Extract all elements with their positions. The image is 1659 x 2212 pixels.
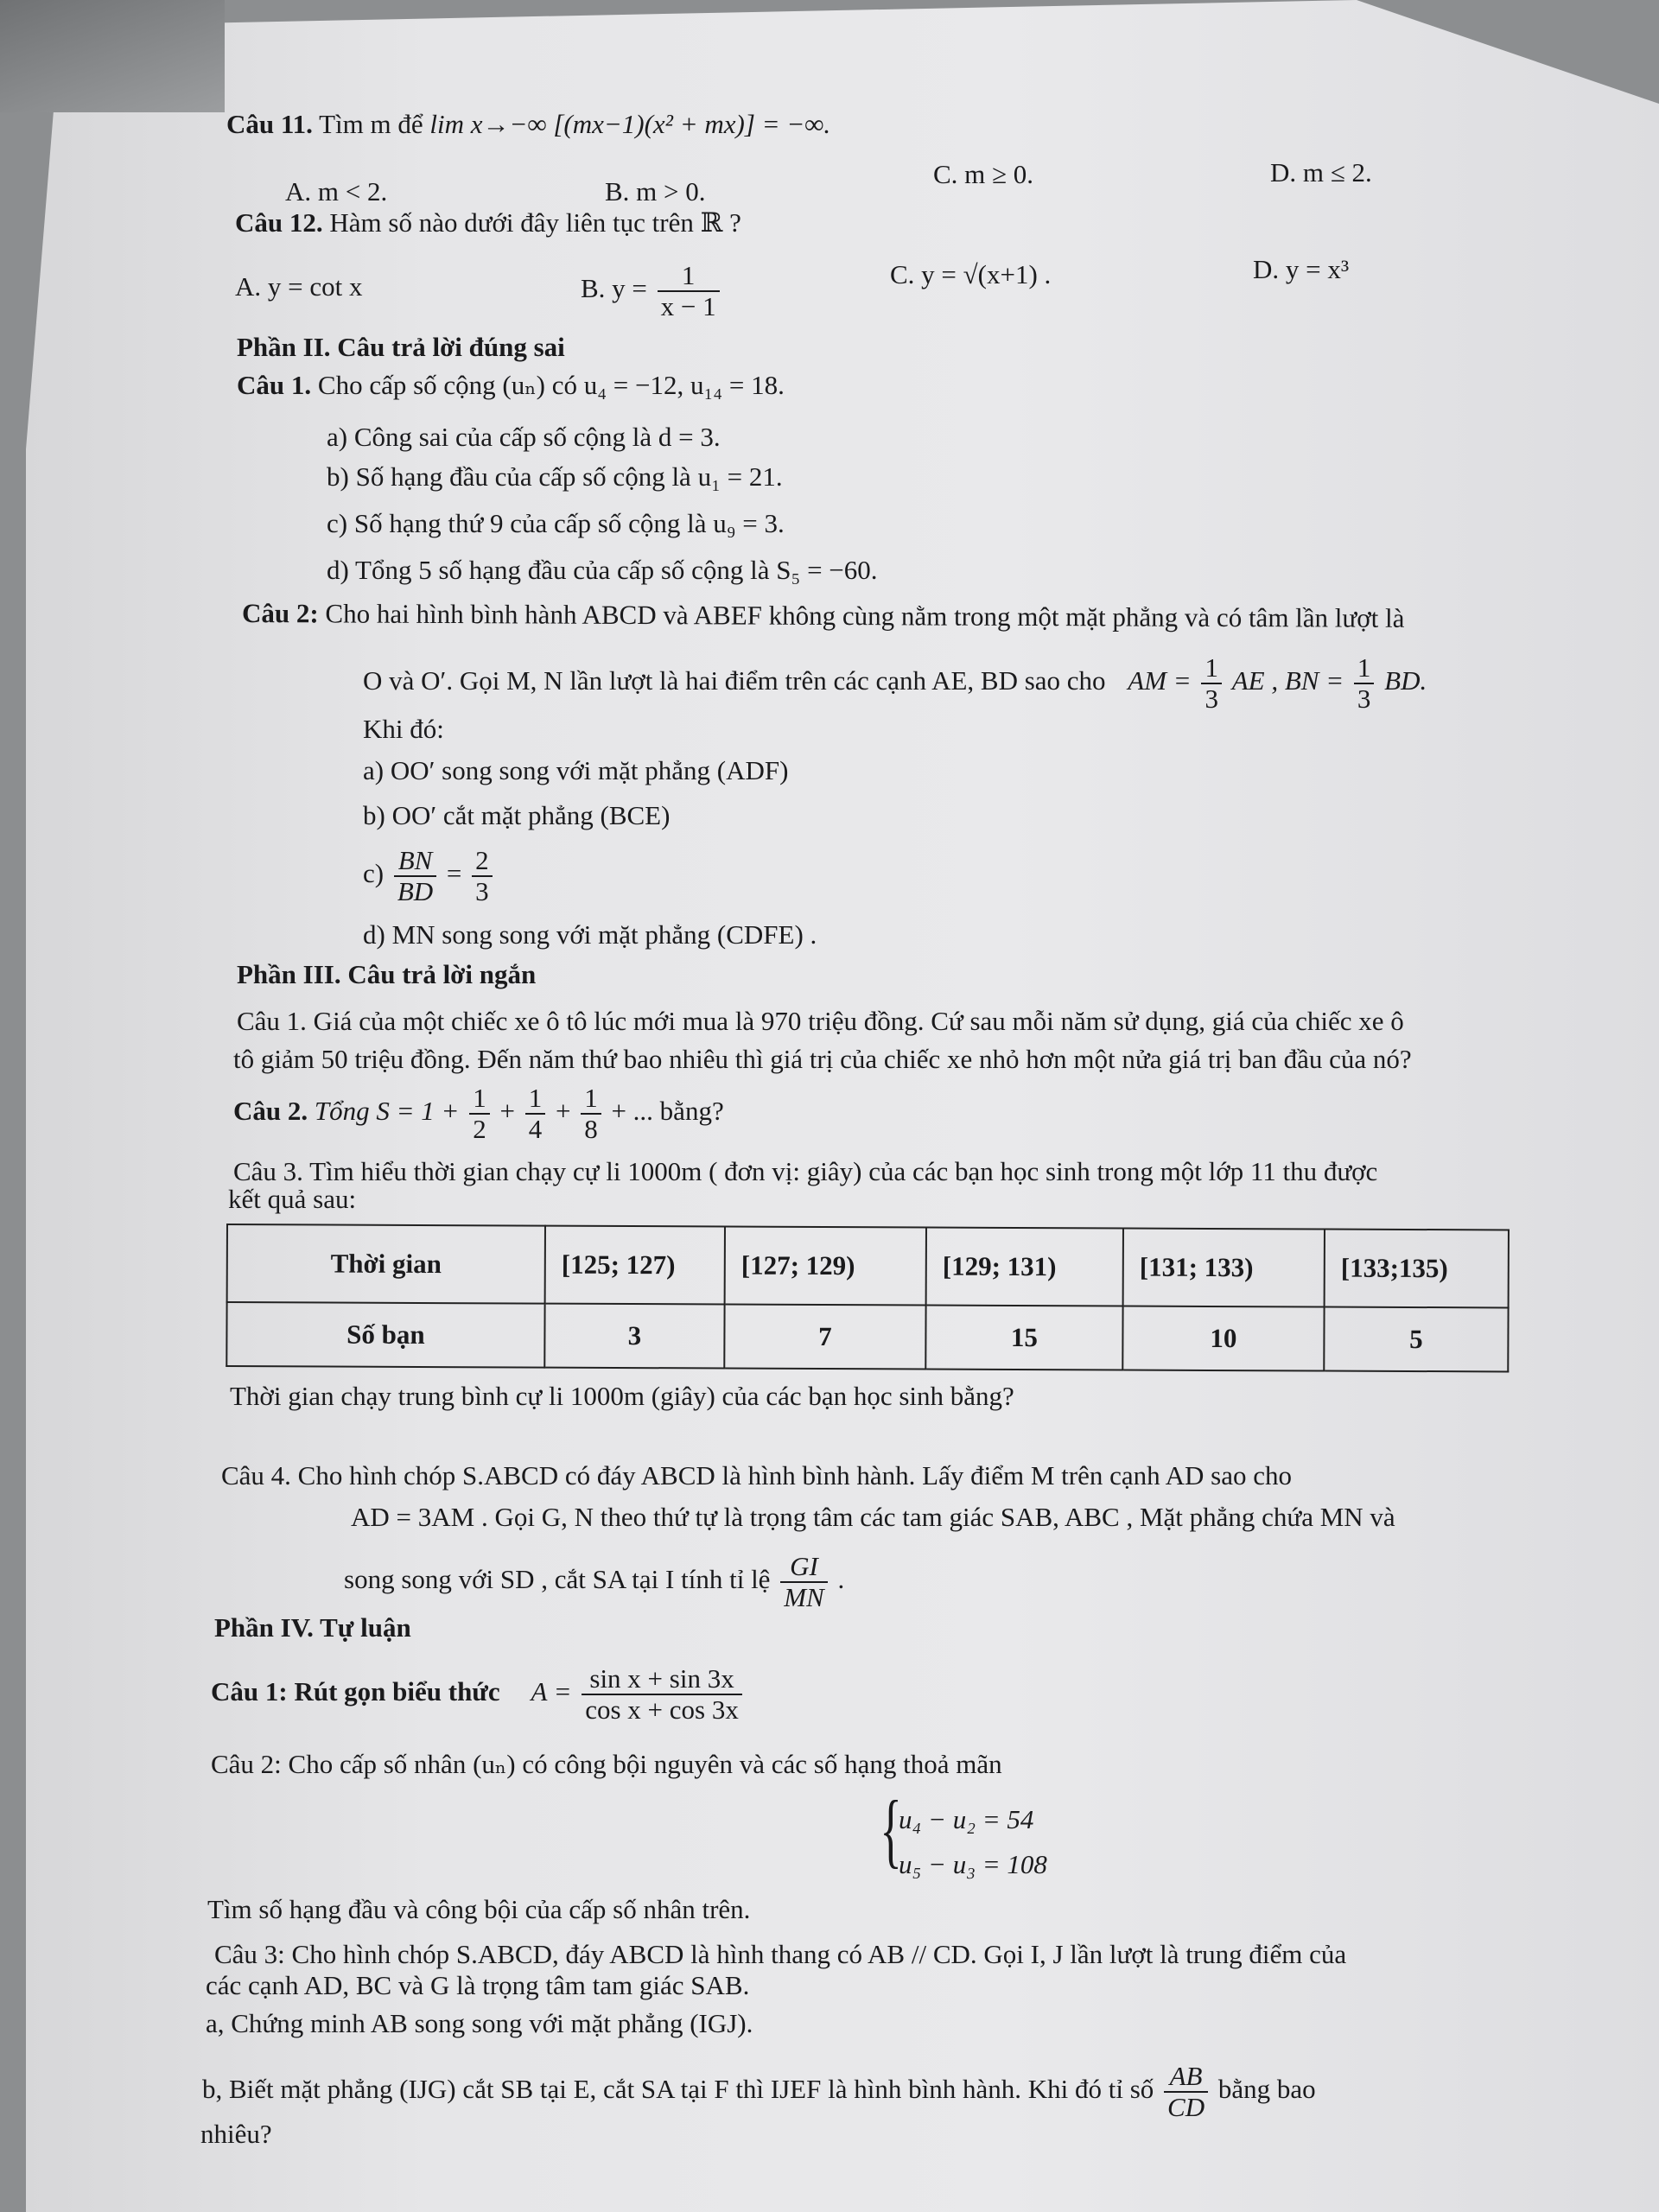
q11-prompt: Tìm m để (319, 109, 423, 139)
part4-q3-a: a, Chứng minh AB song song với mặt phẳng (IGJ). (206, 2008, 753, 2038)
q11-limit: lim x→−∞ [(mx−1)(x² + mx)] = −∞. (429, 109, 831, 139)
expr-a-label: A = (531, 1676, 572, 1707)
q4-ask: song song với SD , cắt SA tại I tính tỉ lệ (344, 1564, 771, 1594)
q12-option-b (581, 251, 723, 327)
table-cell: [125; 127) (545, 1226, 725, 1305)
system-eq2: u₅ − u₃ = 108 (899, 1849, 1047, 1879)
bn-label: BN = (1284, 665, 1344, 696)
q4-period: . (837, 1564, 845, 1594)
table-row (226, 1302, 1508, 1371)
fraction-denominator: 3 (1205, 683, 1218, 714)
series-lead: Tổng S = 1 + (314, 1096, 460, 1126)
part3-q4-line3 (344, 1538, 844, 1621)
part2-q2-title: Câu 2: (241, 598, 319, 629)
fraction-numerator: 2 (472, 846, 493, 877)
part4-q3-b (202, 2048, 1316, 2131)
fraction-denominator: 2 (473, 1113, 486, 1144)
fraction-numerator: AB (1164, 2062, 1208, 2093)
fraction-denominator: cos x + cos 3x (585, 1694, 739, 1725)
part4-q1 (211, 1650, 746, 1733)
item-c-label: c) (363, 858, 385, 888)
part3-q1-line1: Câu 1. Giá của một chiếc xe ô tô lúc mới mua là 970 triệu đồng. Cứ sau mỗi năm sử dụng, giá của chiếc xe ô (237, 1006, 1404, 1036)
part2-heading: Phần II. Câu trả lời đúng sai (237, 332, 565, 362)
am-label: AM = (1128, 665, 1192, 696)
part2-q2-item-b: b) OO′ cắt mặt phẳng (BCE) (363, 800, 671, 830)
gi-mn-fraction (780, 1552, 828, 1612)
bn-fraction (1354, 653, 1375, 714)
plus-sign: + (499, 1096, 515, 1126)
q11-option-b: B. m > 0. (605, 176, 706, 207)
fraction-numerator: sin x + sin 3x (582, 1664, 742, 1695)
table-cell: 15 (925, 1306, 1122, 1370)
q12-line (235, 206, 741, 240)
page-fold (0, 0, 225, 112)
part4-q1-label: Câu 1: Rút gọn biểu thức (211, 1676, 500, 1707)
part2-q1-item-a: a) Công sai của cấp số cộng là d = 3. (327, 422, 721, 452)
part3-q3-line1: Câu 3. Tìm hiểu thời gian chạy cự li 1000m ( đơn vị: giây) của các bạn học sinh trong một lớp 11 thu được (233, 1156, 1378, 1186)
ab-cd-fraction (1164, 2062, 1208, 2122)
part2-q1-title: Câu 1. (237, 370, 312, 400)
bn-bd-fraction (394, 846, 436, 906)
table-cell: [127; 129) (725, 1227, 926, 1306)
part2-q2-text2: O và O′. Gọi M, N lần lượt là hai điểm trên các cạnh AE, BD sao cho (363, 665, 1106, 696)
table-header-cell: Số bạn (226, 1302, 544, 1368)
part3-heading: Phần III. Câu trả lời ngắn (237, 959, 537, 989)
q12-option-d: D. y = x³ (1253, 254, 1350, 284)
fraction-numerator: BN (394, 846, 436, 877)
am-fraction (1201, 653, 1222, 714)
part4-q3-line2: các cạnh AD, BC và G là trọng tâm tam giác SAB. (206, 1970, 750, 2000)
part4-q2-ask: Tìm số hạng đầu và công bội của cấp số nhân trên. (207, 1894, 751, 1924)
q12-title: Câu 12. (235, 207, 323, 238)
part4-q2-line: Câu 2: Cho cấp số nhân (uₙ) có công bội nguyên và các số hạng thoả mãn (211, 1749, 1002, 1779)
table-row (227, 1224, 1509, 1307)
part3-q3-after: Thời gian chạy trung bình cự li 1000m (giây) của các bạn học sinh bằng? (230, 1381, 1014, 1411)
fraction-denominator: 8 (584, 1113, 598, 1144)
part2-q2-item-c (363, 835, 496, 912)
part4-q3-line1: Câu 3: Cho hình chóp S.ABCD, đáy ABCD là hình thang có AB // CD. Gọi I, J lần lượt là trung điểm của (214, 1939, 1347, 1969)
part2-q1-item-c: c) Số hạng thứ 9 của cấp số cộng là u₉ = 3. (327, 508, 785, 538)
q11-option-a: A. m < 2. (285, 176, 388, 207)
table-header-cell: Thời gian (227, 1224, 545, 1304)
eighth-fraction (581, 1084, 601, 1144)
running-time-table (226, 1224, 1510, 1372)
fraction-numerator: 1 (1354, 653, 1375, 684)
q12-option-c: C. y = √(x+1) . (890, 259, 1052, 289)
fraction-denominator: x − 1 (660, 290, 716, 321)
table-cell: 10 (1122, 1306, 1324, 1371)
part2-q1-item-d: d) Tổng 5 số hạng đầu của cấp số cộng là S₅ = −60. (327, 555, 878, 585)
fraction-denominator: 3 (475, 875, 489, 906)
fraction-numerator: 1 (581, 1084, 601, 1115)
part2-q2-line1 (242, 596, 1405, 636)
fraction-denominator: BD (397, 875, 434, 906)
table-cell: [129; 131) (926, 1228, 1123, 1306)
table-cell: [131; 133) (1123, 1229, 1325, 1307)
fraction-denominator: 3 (1357, 683, 1371, 714)
part3-q2-title: Câu 2. (233, 1096, 308, 1126)
fraction-numerator: 1 (469, 1084, 490, 1115)
system-brace: { (880, 1783, 902, 1876)
part4-heading: Phần IV. Tự luận (214, 1612, 411, 1643)
fraction-denominator: MN (784, 1581, 824, 1612)
part2-q2-line2 (363, 639, 1427, 722)
q11-option-c: C. m ≥ 0. (933, 159, 1034, 189)
fraction-numerator: 1 (658, 261, 720, 292)
system-eq1: u₄ − u₂ = 54 (899, 1804, 1034, 1834)
part2-q2-text: Cho hai hình bình hành ABCD và ABEF không cùng nằm trong một mặt phẳng và có tâm lần lượt là (325, 598, 1405, 633)
part2-q2-item-a: a) OO′ song song với mặt phẳng (ADF) (363, 755, 789, 785)
part2-q1-item-b: b) Số hạng đầu của cấp số cộng là u₁ = 21. (327, 461, 783, 492)
part2-q1 (237, 368, 785, 403)
table-cell: [133;135) (1325, 1230, 1509, 1308)
q12-option-b-fraction (658, 261, 720, 321)
table-cell: 5 (1324, 1307, 1508, 1372)
part2-q1-text: Cho cấp số cộng (uₙ) có u₄ = −12, u₁₄ = 18. (317, 370, 785, 400)
part3-q4-line1: Câu 4. Cho hình chóp S.ABCD có đáy ABCD là hình bình hành. Lấy điểm M trên cạnh AD sao cho (221, 1460, 1293, 1491)
fraction-numerator: GI (780, 1552, 828, 1583)
part2-q2-then: Khi đó: (363, 714, 444, 744)
part3-q2 (233, 1070, 724, 1153)
fraction-numerator: 1 (525, 1084, 546, 1115)
table-cell: 3 (544, 1304, 724, 1369)
bd-label: BD. (1384, 665, 1427, 696)
part3-q3-line2: kết quả sau: (228, 1184, 357, 1214)
series-tail: + ... bằng? (611, 1096, 724, 1126)
q11-title: Câu 11. (226, 109, 313, 139)
equals-sign: = (446, 858, 462, 888)
table-cell: 7 (724, 1305, 925, 1370)
q3b-text: b, Biết mặt phẳng (IJG) cắt SB tại E, cắt SA tại F thì IJEF là hình bình hành. Khi đó tỉ số (202, 2074, 1154, 2104)
part3-q1-line2: tô giảm 50 triệu đồng. Đến năm thứ bao nhiêu thì giá trị của chiếc xe nhỏ hơn một nửa giá trị ban đầu của nó? (233, 1044, 1412, 1074)
half-fraction (469, 1084, 490, 1144)
fraction-denominator: CD (1167, 2091, 1205, 2122)
q3b-end: bằng bao (1217, 2074, 1316, 2104)
plus-sign: + (555, 1096, 571, 1126)
q11-option-d: D. m ≤ 2. (1270, 157, 1372, 188)
q11-line (226, 107, 830, 142)
two-thirds-fraction (472, 846, 493, 906)
quarter-fraction (525, 1084, 546, 1144)
fraction-numerator: 1 (1201, 653, 1222, 684)
part4-q3-b-last: nhiêu? (200, 2119, 272, 2149)
trig-fraction (582, 1664, 742, 1725)
ae-label: AE , (1231, 665, 1279, 696)
q12-prompt: Hàm số nào dưới đây liên tục trên ℝ ? (329, 207, 741, 238)
q12-option-a: A. y = cot x (235, 271, 363, 302)
part2-q2-item-d: d) MN song song với mặt phẳng (CDFE) . (363, 919, 817, 950)
fraction-denominator: 4 (528, 1113, 543, 1144)
part3-q4-line2: AD = 3AM . Gọi G, N theo thứ tự là trọng tâm các tam giác SAB, ABC , Mặt phẳng chứa MN và (351, 1502, 1395, 1532)
q12-option-b-label: B. y = (581, 273, 647, 303)
